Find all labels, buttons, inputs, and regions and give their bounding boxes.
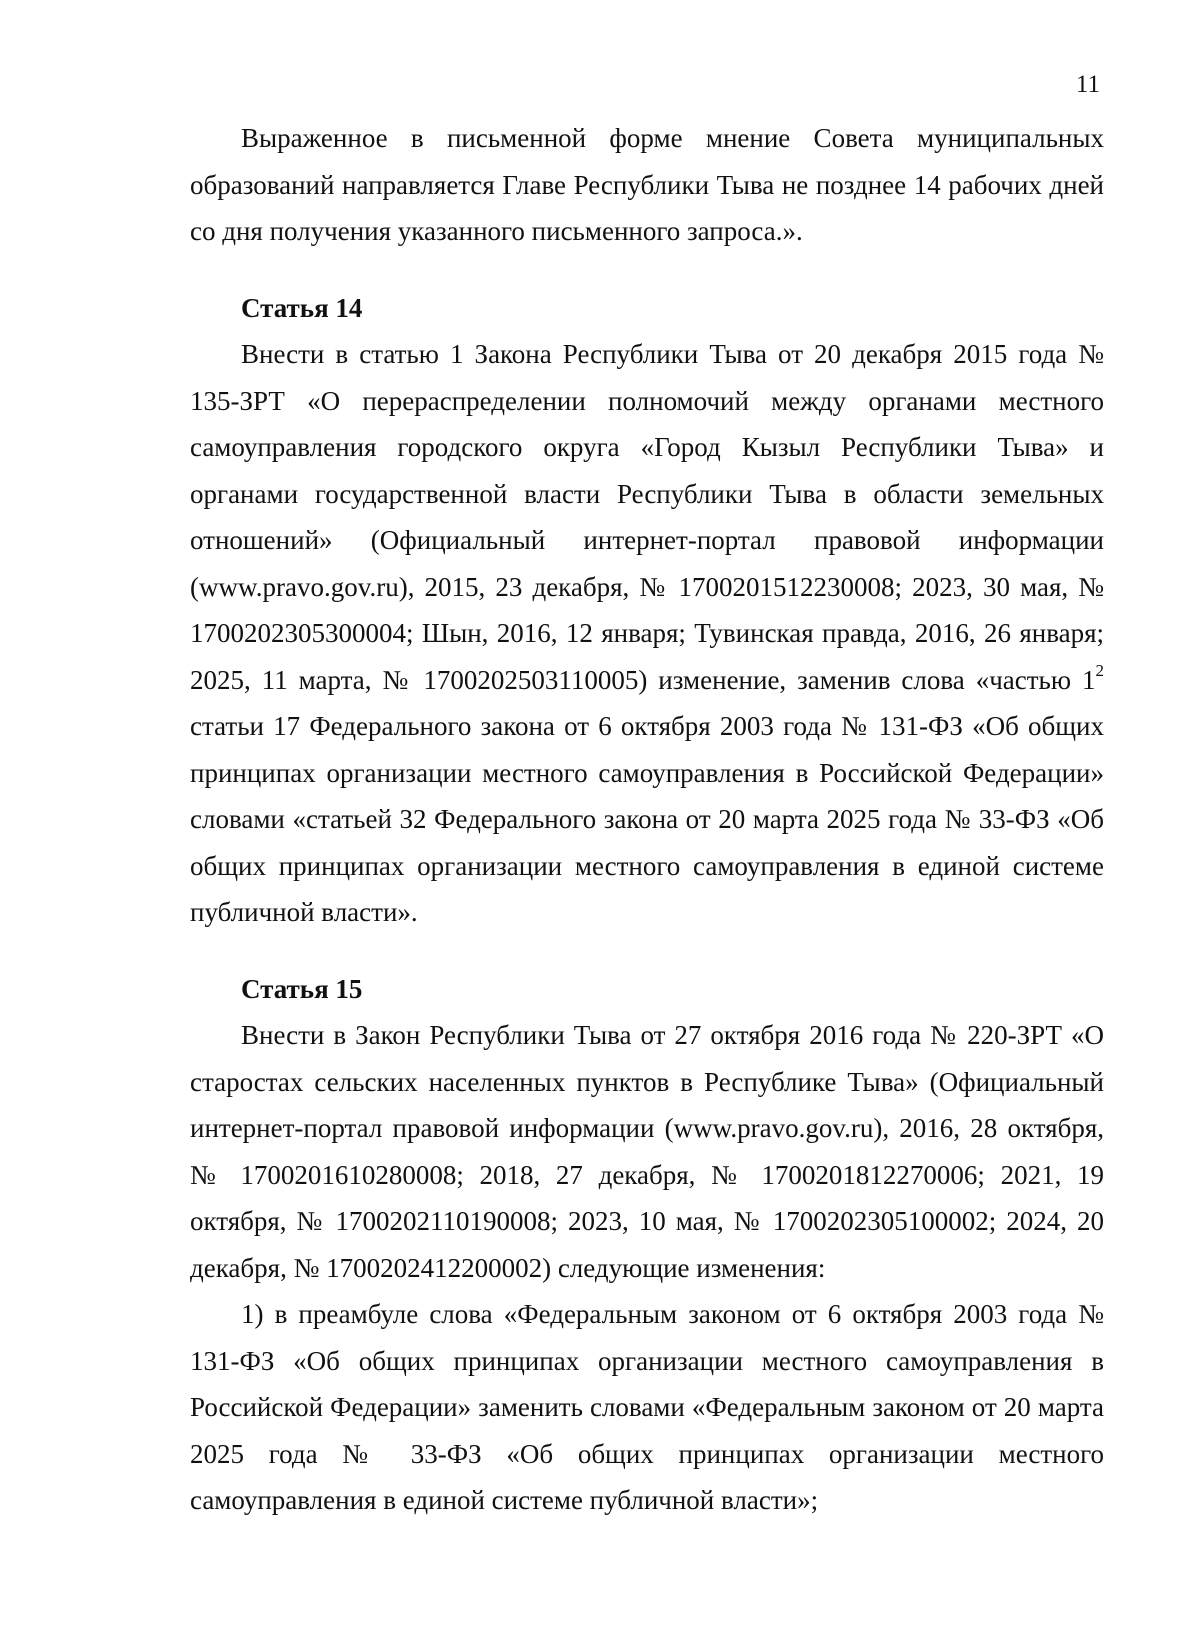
section-spacing xyxy=(190,936,1104,966)
article-14-superscript: 2 xyxy=(1095,660,1104,680)
article-14-paragraph xyxy=(190,331,1104,936)
article-15-heading: Статья 15 xyxy=(241,973,363,1004)
article-14-paragraph-start: Внести в статью 1 Закона Республики Тыва от 20 декабря 2015 года № 135-ЗРТ «О перераспределении полномочий между органами местного самоуправления городского округа «Город Кызыл Республики Тыва» и органами государственной власти Республики Тыва в области земельных отношений» (Официальный интернет-портал правовой информации (www.pravo.gov.ru), 2015, 23 декабря, № 1700201512230008; 2023, 30 мая, № 1700202305300004; Шын, 2016, 12 января; Тувинская правда, 2016, 26 января; 2025, 11 марта, № 1700202503110005) изменение, заменив слова «частью 1 xyxy=(190,339,1104,695)
article-14-paragraph-end: статьи 17 Федерального закона от 6 октября 2003 года № 131-ФЗ «Об общих принципах организации местного самоуправления в Российской Федерации» словами «статьей 32 Федерального закона от 20 марта 2025 года № 33-ФЗ «Об общих принципах организации местного самоуправления в единой системе публичной власти». xyxy=(190,711,1104,927)
article-14-heading: Статья 14 xyxy=(241,292,363,323)
page-number: 11 xyxy=(1075,71,1100,98)
opening-paragraph: Выраженное в письменной форме мнение Совета муниципальных образований направляется Главе Республики Тыва не позднее 14 рабочих дней со дня получения указанного письменного запроса.». xyxy=(190,123,1104,246)
article-14-section xyxy=(190,285,1104,936)
article-15-section xyxy=(190,966,1104,1524)
article-15-item-1: 1) в преамбуле слова «Федеральным законом от 6 октября 2003 года № 131-ФЗ «Об общих принципах организации местного самоуправления в Российской Федерации» заменить словами «Федеральным законом от 20 марта 2025 года № 33-ФЗ «Об общих принципах организации местного самоуправления в единой системе публичной власти»; xyxy=(190,1299,1104,1515)
section-spacing xyxy=(190,255,1104,285)
article-15-intro-paragraph: Внести в Закон Республики Тыва от 27 октября 2016 года № 220-ЗРТ «О старостах сельских населенных пунктов в Республике Тыва» (Официальный интернет-портал правовой информации (www.pravo.gov.ru), 2016, 28 октября, № 1700201610280008; 2018, 27 декабря, № 1700201812270006; 2021, 19 октября, № 1700202110190008; 2023, 10 мая, № 1700202305100002; 2024, 20 декабря, № 1700202412200002) следующие изменения: xyxy=(190,1020,1104,1283)
document-content xyxy=(190,115,1104,1524)
